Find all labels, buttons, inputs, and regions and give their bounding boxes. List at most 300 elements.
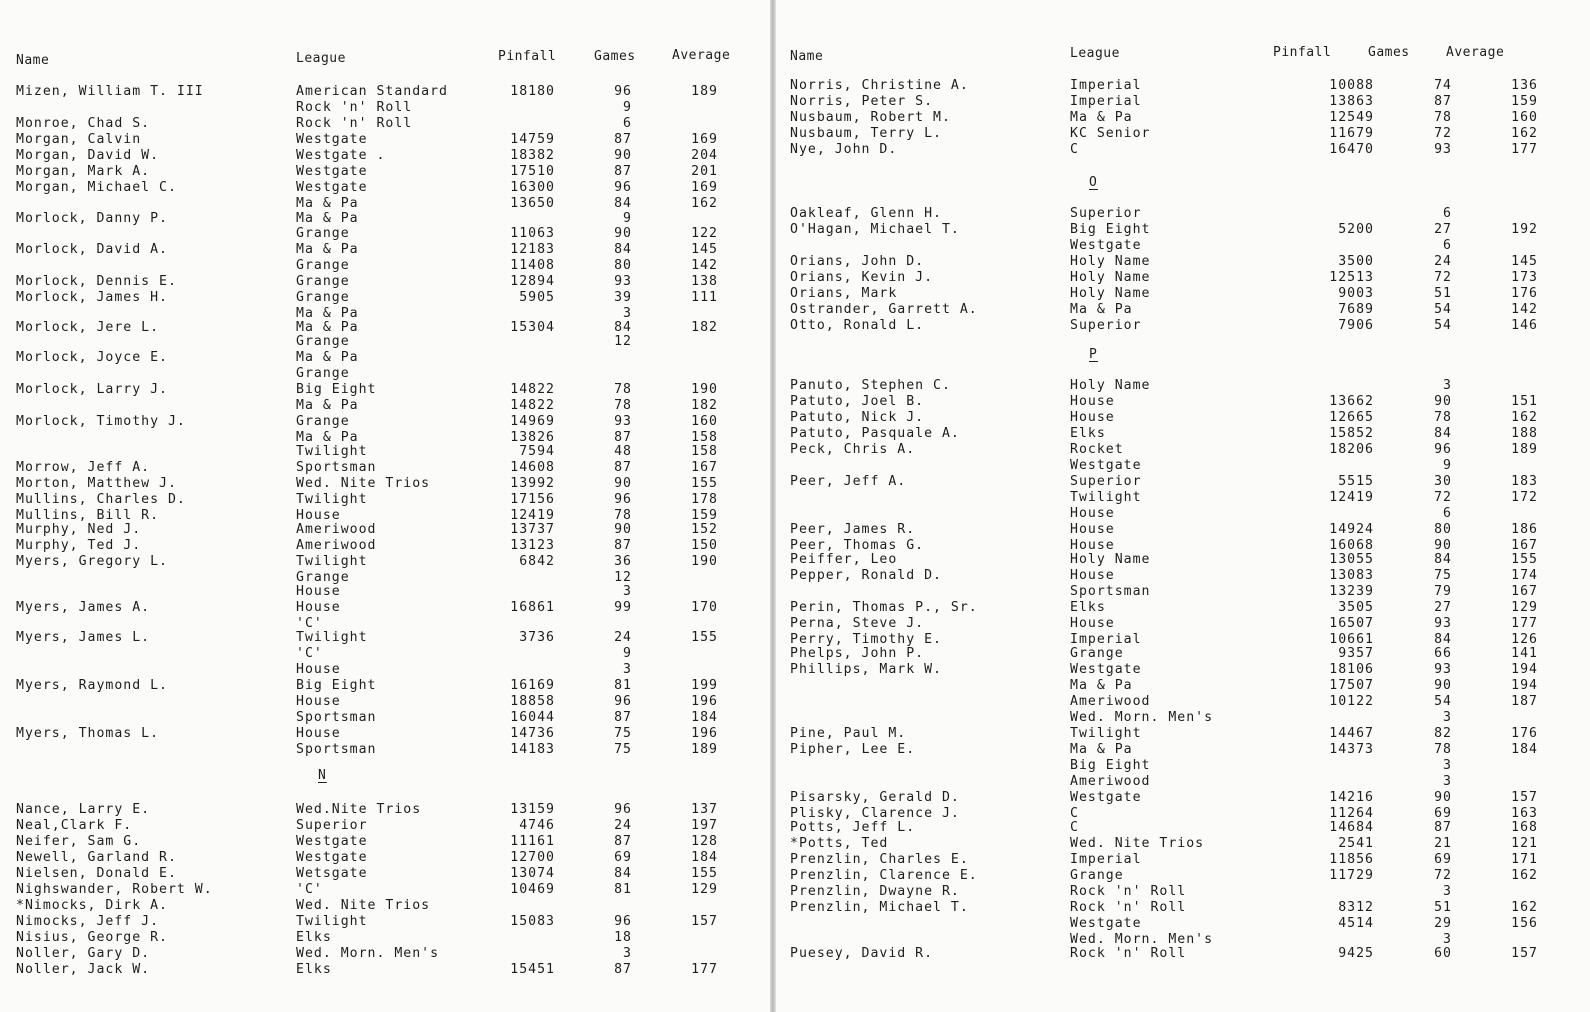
games-value: 66 (1434, 646, 1452, 661)
bowler-name: Nimocks, Jeff J. (16, 914, 160, 929)
average-value: 177 (1511, 142, 1538, 157)
average-value: 151 (1511, 394, 1538, 409)
pinfall-value: 5905 (519, 290, 555, 305)
games-value: 90 (1434, 538, 1452, 553)
average-value: 162 (1511, 868, 1538, 883)
league-name: Ma & Pa (296, 196, 359, 211)
bowler-name: Mullins, Charles D. (16, 492, 186, 507)
average-value: 152 (691, 522, 718, 537)
table-row (776, 694, 1590, 710)
league-name: Westgate (296, 834, 368, 849)
table-row (776, 584, 1590, 600)
league-name: Superior (296, 818, 368, 833)
pinfall-value: 3500 (1338, 254, 1374, 269)
league-name: Ma & Pa (1070, 678, 1133, 693)
league-name: Elks (296, 962, 332, 977)
games-value: 75 (1434, 568, 1452, 583)
pinfall-value: 10661 (1329, 632, 1374, 647)
bowler-name: Patuto, Nick J. (790, 410, 925, 425)
table-row (0, 274, 770, 290)
league-name: Westgate . (296, 148, 386, 163)
table-row (0, 710, 770, 726)
bowler-name: Peer, Thomas G. (790, 538, 925, 553)
bowler-name: Pepper, Ronald D. (790, 568, 942, 583)
bowler-name: Neifer, Sam G. (16, 834, 142, 849)
pinfall-value: 14969 (510, 414, 555, 429)
games-value: 9 (623, 211, 632, 226)
average-value: 171 (1511, 852, 1538, 867)
league-name: 'C' (296, 882, 323, 897)
games-value: 12 (614, 570, 632, 585)
table-row (0, 726, 770, 742)
average-value: 128 (691, 834, 718, 849)
pinfall-value: 9425 (1338, 946, 1374, 961)
league-name: Ma & Pa (296, 211, 359, 226)
table-row (776, 270, 1590, 286)
pinfall-value: 14822 (510, 382, 555, 397)
pinfall-value: 13992 (510, 476, 555, 491)
bowler-name: Perry, Timothy E. (790, 632, 942, 647)
bowler-name: Morlock, James H. (16, 290, 168, 305)
bowler-name: Noller, Gary D. (16, 946, 151, 961)
league-name: 'C' (296, 646, 323, 661)
league-name: Ma & Pa (296, 398, 359, 413)
league-name: Sportsman (296, 460, 377, 475)
average-value: 129 (1511, 600, 1538, 615)
table-row (0, 444, 770, 460)
table-row (776, 442, 1590, 458)
average-value: 174 (1511, 568, 1538, 583)
league-name: House (1070, 616, 1115, 631)
bowler-name: Neal,Clark F. (16, 818, 133, 833)
table-row (0, 84, 770, 100)
pinfall-value: 5515 (1338, 474, 1374, 489)
pinfall-value: 16300 (510, 180, 555, 195)
games-value: 54 (1434, 318, 1452, 333)
average-value: 145 (1511, 254, 1538, 269)
games-value: 9 (623, 646, 632, 661)
pinfall-value: 13159 (510, 802, 555, 817)
average-value: 194 (1511, 678, 1538, 693)
games-value: 24 (1434, 254, 1452, 269)
games-value: 3 (1443, 378, 1452, 393)
league-name: Rocket (1070, 442, 1124, 457)
league-name: 'C' (296, 616, 323, 631)
league-name: Holy Name (1070, 254, 1151, 269)
average-value: 159 (691, 508, 718, 523)
bowler-name: Nye, John D. (790, 142, 898, 157)
games-value: 78 (1434, 410, 1452, 425)
league-name: Westgate (1070, 790, 1142, 805)
average-value: 167 (1511, 584, 1538, 599)
average-value: 172 (1511, 490, 1538, 505)
games-value: 84 (614, 242, 632, 257)
league-name: Grange (296, 366, 350, 381)
table-row (0, 946, 770, 962)
table-row (0, 866, 770, 882)
bowler-name: Peiffer, Leo (790, 552, 898, 567)
pinfall-value: 10469 (510, 882, 555, 897)
pinfall-value: 16861 (510, 600, 555, 615)
league-name: Big Eight (1070, 222, 1151, 237)
average-value: 201 (691, 164, 718, 179)
bowler-name: Nusbaum, Terry L. (790, 126, 942, 141)
average-value: 138 (691, 274, 718, 289)
games-value: 78 (1434, 742, 1452, 757)
league-name: Twilight (296, 630, 368, 645)
average-value: 126 (1511, 632, 1538, 647)
pinfall-value: 12549 (1329, 110, 1374, 125)
games-value: 87 (614, 164, 632, 179)
pinfall-value: 2541 (1338, 836, 1374, 851)
pinfall-value: 11161 (510, 834, 555, 849)
bowler-name: Murphy, Ted J. (16, 538, 142, 553)
league-name: Ma & Pa (296, 306, 359, 321)
table-row (0, 538, 770, 554)
bowler-name: Myers, James A. (16, 600, 151, 615)
bowler-name: Monroe, Chad S. (16, 116, 151, 131)
league-name: Westgate (296, 164, 368, 179)
games-value: 84 (1434, 426, 1452, 441)
table-row (776, 946, 1590, 962)
league-name: Westgate (296, 132, 368, 147)
games-value: 96 (614, 84, 632, 99)
league-name: Grange (1070, 868, 1124, 883)
bowler-name: Potts, Jeff L. (790, 820, 916, 835)
bowler-name: Nielsen, Donald E. (16, 866, 177, 881)
pinfall-value: 16068 (1329, 538, 1374, 553)
games-value: 90 (1434, 678, 1452, 693)
games-value: 87 (614, 460, 632, 475)
table-row (0, 334, 770, 350)
league-name: Wed. Morn. Men's (1070, 932, 1214, 947)
table-row (776, 868, 1590, 884)
league-name: Elks (1070, 426, 1106, 441)
bowler-name: Morlock, Danny P. (16, 211, 168, 226)
games-value: 72 (1434, 490, 1452, 505)
bowler-name: Plisky, Clarence J. (790, 806, 960, 821)
average-value: 142 (1511, 302, 1538, 317)
bowler-name: Orians, Mark (790, 286, 898, 301)
games-value: 78 (614, 398, 632, 413)
table-row (776, 110, 1590, 126)
league-name: Westgate (1070, 238, 1142, 253)
average-value: 199 (691, 678, 718, 693)
header-league: League (296, 51, 346, 66)
pinfall-value: 12183 (510, 242, 555, 257)
league-name: Ameriwood (296, 538, 377, 553)
league-name: Holy Name (1070, 270, 1151, 285)
table-row (776, 726, 1590, 742)
games-value: 3 (623, 662, 632, 677)
games-value: 96 (1434, 442, 1452, 457)
table-row (0, 414, 770, 430)
league-name: Grange (296, 570, 350, 585)
table-row (776, 790, 1590, 806)
games-value: 90 (1434, 394, 1452, 409)
league-name: House (1070, 394, 1115, 409)
bowler-name: Patuto, Joel B. (790, 394, 925, 409)
table-row (776, 710, 1590, 726)
table-row (776, 900, 1590, 916)
league-name: Westgate (296, 850, 368, 865)
table-row (0, 366, 770, 382)
table-row (776, 646, 1590, 662)
league-name: C (1070, 806, 1079, 821)
league-name: Westgate (296, 180, 368, 195)
games-value: 79 (1434, 584, 1452, 599)
pinfall-value: 13074 (510, 866, 555, 881)
games-value: 90 (614, 522, 632, 537)
league-name: American Standard (296, 84, 448, 99)
bowler-name: Morlock, Jere L. (16, 320, 160, 335)
average-value: 184 (1511, 742, 1538, 757)
average-value: 163 (1511, 806, 1538, 821)
table-row (0, 258, 770, 274)
pinfall-value: 16169 (510, 678, 555, 693)
table-row (776, 600, 1590, 616)
games-value: 69 (1434, 806, 1452, 821)
average-value: 204 (691, 148, 718, 163)
table-row (0, 196, 770, 212)
games-value: 84 (1434, 632, 1452, 647)
section-letter-o: O (1089, 175, 1098, 190)
table-row (0, 646, 770, 662)
average-value: 136 (1511, 78, 1538, 93)
games-value: 82 (1434, 726, 1452, 741)
games-value: 6 (623, 116, 632, 131)
average-value: 194 (1511, 662, 1538, 677)
table-row (0, 100, 770, 116)
pinfall-value: 4514 (1338, 916, 1374, 931)
table-row (776, 662, 1590, 678)
games-value: 87 (614, 538, 632, 553)
bowler-name: Mizen, William T. III (16, 84, 204, 99)
league-name: Imperial (1070, 94, 1142, 109)
table-row (776, 758, 1590, 774)
table-row (776, 426, 1590, 442)
average-value: 169 (691, 132, 718, 147)
league-name: Ma & Pa (296, 350, 359, 365)
games-value: 93 (1434, 662, 1452, 677)
games-value: 74 (1434, 78, 1452, 93)
table-row (0, 180, 770, 196)
games-value: 90 (614, 476, 632, 491)
league-name: Wed. Nite Trios (296, 898, 431, 913)
games-value: 81 (614, 882, 632, 897)
games-value: 27 (1434, 222, 1452, 237)
bowler-name: Mullins, Bill R. (16, 508, 160, 523)
table-row (0, 476, 770, 492)
league-name: House (1070, 410, 1115, 425)
bowler-name: Nusbaum, Robert M. (790, 110, 951, 125)
games-value: 3 (1443, 710, 1452, 725)
league-name: Big Eight (296, 678, 377, 693)
league-name: Imperial (1070, 632, 1142, 647)
league-name: Grange (296, 274, 350, 289)
pinfall-value: 18382 (510, 148, 555, 163)
pinfall-value: 14183 (510, 742, 555, 757)
games-value: 3 (623, 946, 632, 961)
average-value: 145 (691, 242, 718, 257)
pinfall-value: 18206 (1329, 442, 1374, 457)
table-row (0, 350, 770, 366)
games-value: 30 (1434, 474, 1452, 489)
league-name: House (296, 726, 341, 741)
table-row (776, 394, 1590, 410)
table-row (776, 410, 1590, 426)
average-value: 188 (1511, 426, 1538, 441)
games-value: 75 (614, 726, 632, 741)
games-value: 75 (614, 742, 632, 757)
pinfall-value: 15852 (1329, 426, 1374, 441)
league-name: Wed.Nite Trios (296, 802, 422, 817)
table-row (0, 242, 770, 258)
bowler-name: Panuto, Stephen C. (790, 378, 951, 393)
average-value: 157 (1511, 946, 1538, 961)
league-name: Wed. Nite Trios (1070, 836, 1205, 851)
bowler-name: Pisarsky, Gerald D. (790, 790, 960, 805)
table-row (0, 742, 770, 758)
league-name: Big Eight (296, 382, 377, 397)
games-value: 48 (614, 444, 632, 459)
pinfall-value: 11264 (1329, 806, 1374, 821)
games-value: 93 (614, 414, 632, 429)
games-value: 84 (1434, 552, 1452, 567)
games-value: 90 (614, 148, 632, 163)
average-value: 168 (1511, 820, 1538, 835)
league-name: KC Senior (1070, 126, 1151, 141)
right-page (776, 0, 1590, 1012)
games-value: 9 (1443, 458, 1452, 473)
average-value: 190 (691, 554, 718, 569)
table-row (0, 398, 770, 414)
average-value: 177 (691, 962, 718, 977)
table-row (776, 474, 1590, 490)
bowler-name: Otto, Ronald L. (790, 318, 925, 333)
games-value: 80 (614, 258, 632, 273)
bowler-name: Myers, Gregory L. (16, 554, 168, 569)
pinfall-value: 13650 (510, 196, 555, 211)
games-value: 84 (614, 866, 632, 881)
games-value: 84 (614, 320, 632, 335)
league-name: Sportsman (1070, 584, 1151, 599)
bowler-name: Prenzlin, Michael T. (790, 900, 969, 915)
league-name: Westgate (1070, 458, 1142, 473)
pinfall-value: 13239 (1329, 584, 1374, 599)
table-row (776, 616, 1590, 632)
average-value: 121 (1511, 836, 1538, 851)
average-value: 162 (691, 196, 718, 211)
bowler-name: Pine, Paul M. (790, 726, 907, 741)
games-value: 90 (614, 226, 632, 241)
bowler-name: Myers, Thomas L. (16, 726, 160, 741)
games-value: 29 (1434, 916, 1452, 931)
pinfall-value: 13123 (510, 538, 555, 553)
games-value: 78 (614, 508, 632, 523)
pinfall-value: 17156 (510, 492, 555, 507)
games-value: 54 (1434, 694, 1452, 709)
league-name: Grange (296, 334, 350, 349)
left-page (0, 0, 770, 1012)
bowler-name: O'Hagan, Michael T. (790, 222, 960, 237)
games-value: 72 (1434, 126, 1452, 141)
table-row (776, 774, 1590, 790)
header-name: Name (16, 53, 50, 68)
games-value: 80 (1434, 522, 1452, 537)
table-row (0, 962, 770, 978)
games-value: 27 (1434, 600, 1452, 615)
bowler-name: Orians, Kevin J. (790, 270, 934, 285)
league-name: Wed. Morn. Men's (1070, 710, 1214, 725)
league-name: C (1070, 820, 1079, 835)
bowler-name: Morlock, Joyce E. (16, 350, 168, 365)
table-row (0, 678, 770, 694)
average-value: 158 (691, 430, 718, 445)
average-value: 157 (1511, 790, 1538, 805)
table-row (776, 142, 1590, 158)
table-row (0, 882, 770, 898)
bowler-name: Nighswander, Robert W. (16, 882, 213, 897)
bowler-name: Noller, Jack W. (16, 962, 151, 977)
league-name: Sportsman (296, 710, 377, 725)
games-value: 96 (614, 492, 632, 507)
table-row (776, 884, 1590, 900)
games-value: 3 (1443, 932, 1452, 947)
games-value: 87 (614, 710, 632, 725)
bowler-name: Peck, Chris A. (790, 442, 916, 457)
average-value: 157 (691, 914, 718, 929)
league-name: Imperial (1070, 852, 1142, 867)
bowler-name: Peer, Jeff A. (790, 474, 907, 489)
table-row (776, 820, 1590, 836)
pinfall-value: 16507 (1329, 616, 1374, 631)
pinfall-value: 14467 (1329, 726, 1374, 741)
section-letter-n: N (318, 768, 327, 783)
games-value: 3 (623, 306, 632, 321)
average-value: 129 (691, 882, 718, 897)
bowler-name: Prenzlin, Clarence E. (790, 868, 978, 883)
games-value: 24 (614, 630, 632, 645)
average-value: 160 (1511, 110, 1538, 125)
average-value: 167 (1511, 538, 1538, 553)
games-value: 24 (614, 818, 632, 833)
bowler-name: Murphy, Ned J. (16, 522, 142, 537)
average-value: 189 (1511, 442, 1538, 457)
league-name: House (296, 662, 341, 677)
header-games: Games (1368, 45, 1410, 60)
league-name: Holy Name (1070, 378, 1151, 393)
pinfall-value: 14373 (1329, 742, 1374, 757)
average-value: 162 (1511, 126, 1538, 141)
table-row (0, 460, 770, 476)
table-row (776, 678, 1590, 694)
league-name: Ma & Pa (296, 242, 359, 257)
games-value: 87 (614, 132, 632, 147)
header-games: Games (594, 49, 636, 64)
pinfall-value: 13083 (1329, 568, 1374, 583)
league-name: Twilight (1070, 490, 1142, 505)
pinfall-value: 8312 (1338, 900, 1374, 915)
bowler-name: *Potts, Ted (790, 836, 889, 851)
league-name: Elks (296, 930, 332, 945)
games-value: 81 (614, 678, 632, 693)
games-value: 84 (614, 196, 632, 211)
table-row (776, 742, 1590, 758)
league-name: Ameriwood (1070, 694, 1151, 709)
league-name: House (1070, 522, 1115, 537)
average-value: 155 (691, 476, 718, 491)
